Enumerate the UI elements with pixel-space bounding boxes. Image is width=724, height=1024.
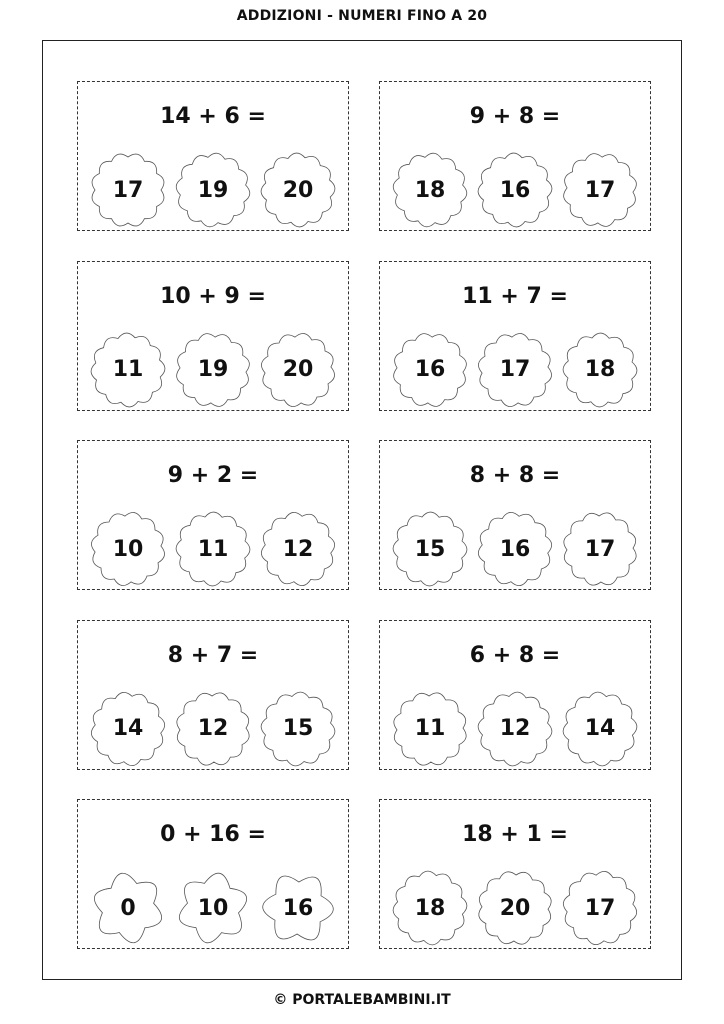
exercise-card [77,440,349,590]
answer-flower[interactable] [475,689,555,769]
answer-flower[interactable] [475,330,555,410]
answer-number: 17 [499,357,531,382]
exercise-card [379,81,651,231]
equation: 14 + 6 = [160,104,266,129]
answer-number: 17 [584,536,616,562]
answer-number: 16 [499,177,531,203]
exercise-card [379,799,651,949]
answer-number: 14 [584,716,616,741]
answer-flower[interactable] [173,330,253,410]
answer-number: 18 [584,357,616,382]
answer-number: 15 [282,716,314,741]
answer-number: 20 [282,357,314,382]
exercise-card [379,261,651,411]
answer-number: 14 [112,716,144,741]
answer-options [88,330,338,410]
worksheet-title: ADDIZIONI - NUMERI FINO A 20 [236,8,488,24]
answer-number: 19 [197,357,229,382]
answer-flower[interactable] [390,330,470,410]
answer-flower[interactable] [88,868,168,948]
copyright-footer: © PORTALEBAMBINI.IT [273,992,451,1008]
answer-flower[interactable] [390,689,470,769]
answer-options [88,689,338,769]
answer-flower[interactable] [560,509,640,589]
exercise-card [77,81,349,231]
answer-flower[interactable] [390,150,470,230]
answer-options [390,509,640,589]
answer-flower[interactable] [475,868,555,948]
answer-options [390,868,640,948]
answer-number: 12 [197,716,229,741]
answer-flower[interactable] [475,509,555,589]
answer-number: 16 [414,357,446,382]
equation: 0 + 16 = [160,822,266,847]
answer-options [88,509,338,589]
answer-flower[interactable] [258,689,338,769]
exercise-card [379,440,651,590]
answer-flower[interactable] [88,689,168,769]
answer-options [88,868,338,948]
answer-flower[interactable] [390,509,470,589]
equation: 10 + 9 = [160,283,266,309]
answer-options [390,330,640,410]
answer-number: 12 [282,536,314,562]
answer-number: 10 [112,536,144,562]
answer-number: 16 [499,536,531,562]
answer-flower[interactable] [258,509,338,589]
exercise-card [77,799,349,949]
answer-flower[interactable] [258,330,338,410]
answer-flower[interactable] [88,330,168,410]
answer-number: 11 [414,716,446,741]
answer-flower[interactable] [258,150,338,230]
answer-options [390,150,640,230]
answer-number: 0 [120,895,136,921]
answer-flower[interactable] [560,689,640,769]
answer-flower[interactable] [390,868,470,948]
answer-flower[interactable] [173,509,253,589]
answer-flower[interactable] [88,509,168,589]
exercise-card [379,620,651,770]
answer-number: 18 [414,895,446,921]
answer-number: 16 [282,895,314,921]
equation: 9 + 2 = [167,463,259,488]
answer-flower[interactable] [475,150,555,230]
answer-number: 20 [499,895,531,921]
answer-number: 17 [112,177,144,203]
equation: 6 + 8 = [469,642,561,668]
answer-flower[interactable] [173,689,253,769]
answer-number: 11 [197,536,229,562]
answer-flower[interactable] [173,150,253,230]
answer-number: 19 [197,177,229,203]
worksheet-frame [42,40,682,980]
answer-number: 11 [112,357,144,382]
answer-number: 18 [414,177,446,203]
exercise-card [77,261,349,411]
answer-number: 12 [499,716,531,741]
answer-options [88,150,338,230]
answer-flower[interactable] [173,868,253,948]
answer-number: 15 [414,536,446,562]
answer-flower[interactable] [560,150,640,230]
equation: 18 + 1 = [462,822,568,847]
exercise-grid [77,81,651,949]
equation: 8 + 7 = [167,642,259,668]
answer-number: 17 [584,895,616,921]
exercise-card [77,620,349,770]
answer-flower[interactable] [258,868,338,948]
answer-number: 20 [282,177,314,203]
equation: 8 + 8 = [469,463,561,488]
answer-number: 10 [197,895,229,921]
equation: 11 + 7 = [462,283,568,309]
answer-number: 17 [584,177,616,203]
answer-flower[interactable] [560,330,640,410]
equation: 9 + 8 = [469,104,561,129]
answer-options [390,689,640,769]
answer-flower[interactable] [88,150,168,230]
answer-flower[interactable] [560,868,640,948]
